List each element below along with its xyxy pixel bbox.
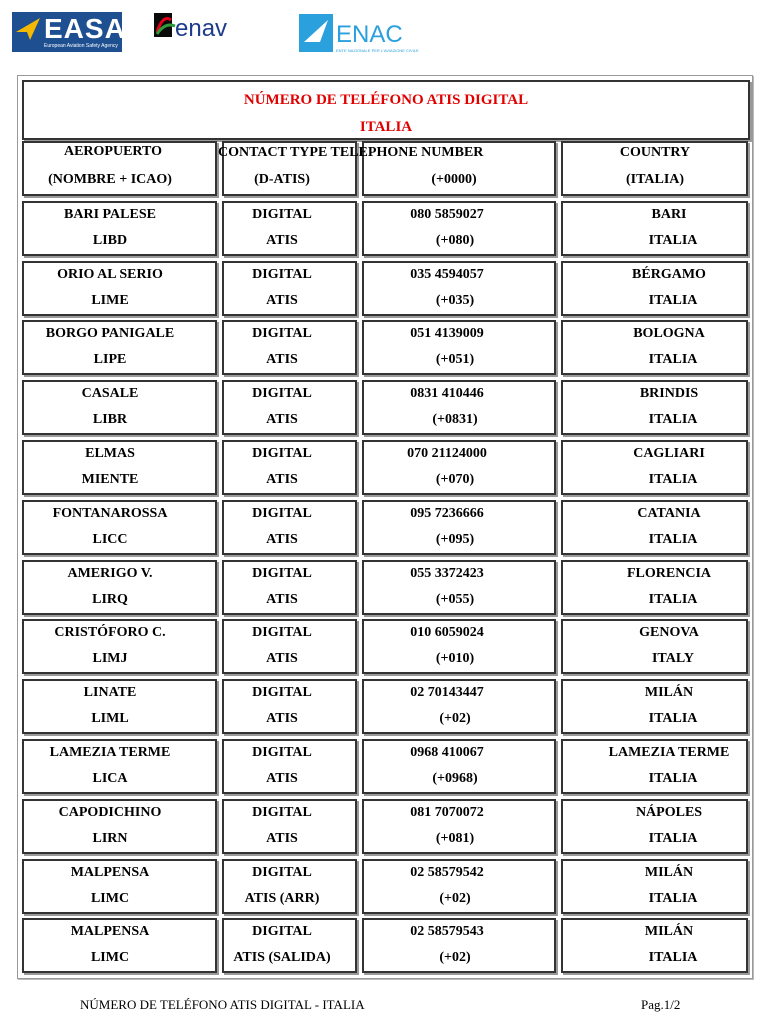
country-name: ITALIA — [648, 412, 698, 428]
column-header-contact-type-sub: (D-ATIS) — [254, 172, 310, 187]
contact-type-detail: ATIS — [266, 352, 298, 368]
country-name: ITALIA — [648, 292, 698, 308]
airport-icao: LIMJ — [92, 651, 128, 667]
country-name: ITALIA — [648, 591, 698, 607]
contact-type: DIGITAL — [252, 924, 312, 940]
airport-icao: LIME — [91, 292, 129, 308]
city-name: LAMEZIA TERME — [608, 745, 730, 760]
country-name: ITALIA — [648, 232, 698, 248]
telephone-number: 051 4139009 — [410, 326, 484, 342]
contact-type-detail: ATIS — [266, 531, 298, 547]
airport-icao: LIML — [91, 711, 129, 727]
enac-logo-text: ENAC — [336, 21, 403, 48]
contact-type-detail: ATIS — [266, 472, 298, 487]
contact-type: DIGITAL — [252, 565, 312, 581]
contact-type-detail: ATIS — [266, 591, 298, 607]
country-name: ITALIA — [648, 531, 698, 547]
telephone-prefix: (+035) — [435, 292, 475, 308]
contact-type-detail: ATIS — [266, 771, 298, 786]
airport-icao: MIENTE — [81, 472, 139, 487]
contact-type-detail: ATIS (SALIDA) — [233, 950, 331, 966]
telephone-prefix: (+0968) — [432, 771, 478, 786]
contact-type-detail: ATIS — [266, 711, 298, 727]
enac-logo — [298, 12, 419, 58]
telephone-number: 080 5859027 — [410, 206, 484, 222]
easa-logo-text: EASA — [44, 13, 126, 44]
telephone-prefix: (+095) — [435, 531, 475, 547]
country-name: ITALIA — [648, 830, 698, 846]
telephone-number: 02 70143447 — [410, 685, 484, 701]
country-name: ITALIA — [648, 352, 698, 368]
airport-name: BORGO PANIGALE — [45, 326, 175, 342]
airport-icao: LICC — [92, 531, 128, 547]
telephone-number: 010 6059024 — [410, 625, 484, 641]
contact-type: DIGITAL — [252, 625, 312, 641]
contact-type: DIGITAL — [252, 326, 312, 342]
airport-icao: LIRN — [92, 830, 128, 846]
enav-logo-text: enav — [175, 15, 228, 42]
city-name: MILÁN — [644, 864, 694, 880]
contact-type-detail: ATIS — [266, 830, 298, 846]
telephone-number: 070 21124000 — [407, 446, 487, 461]
footer-page-number: Pag.1/2 — [641, 997, 681, 1012]
telephone-number: 02 58579542 — [410, 864, 484, 880]
column-header-phone-prefix: (+0000) — [431, 172, 477, 187]
enac-logo-subtext: ENTE NAZIONALE PER L'AVIAZIONE CIVILE — [336, 48, 419, 53]
contact-type-detail: ATIS — [266, 292, 298, 308]
telephone-prefix: (+081) — [435, 830, 475, 846]
country-name: ITALIA — [648, 472, 698, 487]
contact-type-detail: ATIS — [266, 412, 298, 428]
telephone-number: 035 4594057 — [410, 266, 484, 282]
enav-logo — [153, 12, 263, 42]
telephone-prefix: (+02) — [439, 711, 471, 727]
airport-icao: LICA — [92, 771, 128, 786]
city-name: MILÁN — [644, 685, 694, 701]
airport-icao: LIRQ — [92, 591, 128, 607]
telephone-prefix: (+080) — [435, 232, 475, 248]
airport-name: ORIO AL SERIO — [57, 266, 163, 282]
telephone-number: 0831 410446 — [410, 386, 484, 402]
airport-name: FONTANAROSSA — [52, 505, 168, 521]
city-name: NÁPOLES — [635, 804, 703, 820]
column-header-airport-sub: (NOMBRE + ICAO) — [48, 172, 172, 187]
easa-logo — [12, 12, 126, 52]
airport-name: CRISTÓFORO C. — [54, 625, 166, 641]
easa-logo-subtext: European Aviation Safety Agency — [44, 43, 118, 49]
airport-name: AMERIGO V. — [67, 565, 153, 581]
city-name: BÉRGAMO — [632, 266, 706, 282]
contact-type: DIGITAL — [252, 745, 312, 760]
airport-name: CAPODICHINO — [58, 804, 162, 820]
airport-icao: LIBR — [92, 412, 128, 428]
table-title-box — [22, 80, 750, 140]
contact-type-detail: ATIS — [266, 232, 298, 248]
telephone-number: 0968 410067 — [410, 745, 484, 760]
airport-icao: LIPE — [93, 352, 127, 368]
column-header-contact-type: CONTACT TYPE TELEPHONE NUMBER — [218, 145, 484, 160]
column-header-country-sub: (ITALIA) — [625, 172, 685, 187]
city-name: BRINDIS — [639, 386, 699, 402]
city-name: BOLOGNA — [633, 326, 705, 342]
airport-name: MALPENSA — [70, 864, 150, 880]
easa-bird-icon — [16, 18, 40, 40]
city-name: BARI — [651, 206, 687, 222]
telephone-prefix: (+055) — [435, 591, 475, 607]
column-header-airport: AEROPUERTO — [63, 144, 163, 159]
city-name: FLORENCIA — [626, 565, 712, 581]
city-name: GENOVA — [639, 625, 699, 641]
country-name: ITALY — [651, 651, 695, 667]
telephone-number: 055 3372423 — [410, 565, 484, 581]
airport-name: ELMAS — [85, 446, 135, 461]
atis-table — [17, 75, 753, 979]
telephone-prefix: (+02) — [439, 890, 471, 906]
telephone-number: 02 58579543 — [410, 924, 484, 940]
airport-name: LAMEZIA TERME — [49, 745, 171, 760]
contact-type: DIGITAL — [252, 864, 312, 880]
airport-icao: LIMC — [90, 950, 130, 966]
contact-type: DIGITAL — [252, 386, 312, 402]
table-title: NÚMERO DE TELÉFONO ATIS DIGITAL — [243, 92, 529, 108]
telephone-prefix: (+02) — [439, 950, 471, 966]
telephone-prefix: (+070) — [435, 472, 475, 487]
country-name: ITALIA — [648, 711, 698, 727]
telephone-number: 095 7236666 — [410, 505, 484, 521]
telephone-number: 081 7070072 — [410, 804, 484, 820]
contact-type: DIGITAL — [252, 685, 312, 701]
country-name: ITALIA — [648, 890, 698, 906]
table-subtitle: ITALIA — [359, 119, 413, 135]
airport-icao: LIBD — [92, 232, 128, 248]
telephone-prefix: (+051) — [435, 352, 475, 368]
city-name: CAGLIARI — [633, 446, 705, 461]
country-name: ITALIA — [648, 950, 698, 966]
contact-type-detail: ATIS (ARR) — [244, 890, 320, 906]
column-header-country: COUNTRY — [619, 145, 691, 160]
airport-name: LINATE — [83, 685, 137, 701]
contact-type: DIGITAL — [252, 446, 312, 461]
contact-type-detail: ATIS — [266, 651, 298, 667]
contact-type: DIGITAL — [252, 505, 312, 521]
airport-icao: LIMC — [90, 890, 130, 906]
airport-name: MALPENSA — [70, 924, 150, 940]
contact-type: DIGITAL — [252, 804, 312, 820]
airport-name: CASALE — [81, 386, 139, 402]
telephone-prefix: (+0831) — [432, 412, 478, 428]
telephone-prefix: (+010) — [435, 651, 475, 667]
city-name: MILÁN — [644, 924, 694, 940]
footer-title: NÚMERO DE TELÉFONO ATIS DIGITAL - ITALIA — [80, 997, 365, 1012]
city-name: CATANIA — [637, 505, 701, 521]
contact-type: DIGITAL — [252, 266, 312, 282]
logo-bar — [0, 8, 768, 58]
airport-name: BARI PALESE — [64, 206, 156, 222]
contact-type: DIGITAL — [252, 206, 312, 222]
country-name: ITALIA — [648, 771, 698, 786]
